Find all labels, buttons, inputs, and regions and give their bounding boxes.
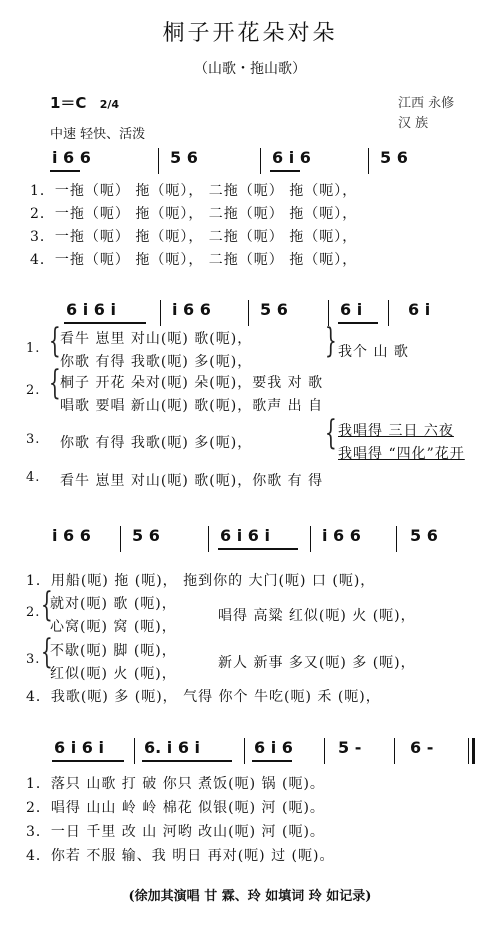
notation-measure: i 6 6 [52,526,91,545]
notation-measure: 6 i 6 [272,148,311,167]
notation-measure: 6. i 6 i [144,738,201,757]
bar-line [248,300,249,326]
notation-measure: 6 i [408,300,431,319]
lyric-line: 2．一拖（呃） 拖（呃）， 二拖（呃） 拖（呃）， [30,206,358,222]
lyric-line: 1．用船(呃) 拖 (呃)， 拖到你的 大门(呃) 口 (呃)， [26,573,376,589]
credit-ethnicity: 汉 族 [398,116,429,131]
notation-measure: i 6 6 [52,148,91,167]
notation-measure: i 6 6 [322,526,361,545]
bar-line [310,526,311,552]
notation-measure: 5 6 [170,148,198,167]
notation-measure: 5 - [338,738,362,757]
lyric-line: 4．你若 不服 输、我 明日 再对(呃) 过 (呃)。 [26,848,335,864]
bar-line [244,738,245,764]
lyric-line: 你歌 有得 我歌(呃) 多(呃)， [60,354,253,370]
notation-measure: 6 i [340,300,363,319]
bar-line [208,526,209,552]
lyric-line: 唱得 高粱 红似(呃) 火 (呃)， [218,608,416,624]
final-bar-line [472,738,475,764]
verse-brace: { [40,585,53,625]
lyric-line: 就对(呃) 歌 (呃)， [50,596,177,612]
lyric-line: 4．我歌(呃) 多 (呃)， 气得 你个 牛吃(呃) 禾 (呃)， [26,689,381,705]
beam [218,548,298,550]
bar-line [120,526,121,552]
beam [52,760,124,762]
notation-measure: 6 i 6 i [66,300,116,319]
notation-measure: 5 6 [380,148,408,167]
notation-measure: 6 - [410,738,434,757]
beam [142,760,232,762]
notation-measure: 6 i 6 [254,738,293,757]
notation-measure: 6 i 6 i [54,738,104,757]
lyric-line: 新人 新事 多又(呃) 多 (呃)， [218,655,416,671]
notation-measure: 5 6 [132,526,160,545]
lyric-line: 看牛 崽里 对山(呃) 歌(呃)，你歌 有 得 [60,473,324,489]
beam [252,760,292,762]
verse-label: 2. [26,605,41,620]
notation-line-3 [48,526,478,552]
verse-brace: { [40,632,53,672]
bar-line [324,738,325,764]
notation-measure: 5 6 [410,526,438,545]
bar-line [396,526,397,552]
lyric-line: 3．一日 千里 改 山 河哟 改山(呃) 河 (呃)。 [26,824,325,840]
bar-line [388,300,389,326]
bar-line [158,148,159,174]
song-title: 桐子开花朵对朵 [162,21,338,46]
credit-region: 江西 永修 [398,96,455,111]
time-signature: 2/4 [99,98,120,111]
lyric-line: 我唱得 三日 六夜 [338,423,454,439]
bar-line [260,148,261,174]
bar-line [160,300,161,326]
lyric-line: 2．唱得 山山 岭 岭 棉花 似银(呃) 河 (呃)。 [26,800,325,816]
verse-label: 3. [26,432,41,447]
beam [50,170,80,172]
lyric-line: 我唱得 “四化”花开 [338,446,465,462]
notation-line-4 [48,738,478,764]
song-subtitle: （山歌・拖山歌） [194,61,306,77]
beam [270,170,300,172]
lyric-line: 桐子 开花 朵对(呃) 朵(呃)，要我 对 歌 [60,375,324,391]
notation-line-1 [48,148,478,174]
key-label: 1＝C [50,94,87,112]
performer-credits: (徐加其演唱 甘 霖、玲 如填词 玲 如记录) [128,889,372,904]
lyric-line: 4．一拖（呃） 拖（呃）， 二拖（呃） 拖（呃）， [30,252,358,268]
verse-label: 2. [26,383,41,398]
bar-line [468,738,469,764]
lyric-line: 1．落只 山歌 打 破 你只 煮饭(呃) 锅 (呃)。 [26,776,325,792]
verse-brace: { [48,363,61,403]
lyric-line: 3．一拖（呃） 拖（呃）， 二拖（呃） 拖（呃）， [30,229,358,245]
notation-measure: 5 6 [260,300,288,319]
notation-line-2 [48,300,478,326]
lyric-line: 你歌 有得 我歌(呃) 多(呃)， [60,435,253,451]
bar-line [368,148,369,174]
lyric-line: 心窝(呃) 窝 (呃)， [50,619,177,635]
lyric-line: 1．一拖（呃） 拖（呃）， 二拖（呃） 拖（呃）， [30,183,358,199]
beam [64,322,146,324]
verse-brace: { [324,413,337,453]
verse-label: 1. [26,341,41,356]
key-signature [50,92,119,113]
notation-measure: i 6 6 [172,300,211,319]
verse-brace: } [324,321,337,361]
lyric-line: 不歇(呃) 脚 (呃)， [50,643,177,659]
lyric-line: 看牛 崽里 对山(呃) 歌(呃)， [60,331,253,347]
bar-line [394,738,395,764]
verse-brace: { [48,321,61,361]
verse-label: 3. [26,652,41,667]
beam [338,322,378,324]
bar-line [134,738,135,764]
verse-label: 4. [26,470,41,485]
lyric-line: 我个 山 歌 [338,344,409,360]
lyric-line: 唱歌 要唱 新山(呃) 歌(呃)，歌声 出 自 [60,398,324,414]
tempo-marking: 中速 轻快、活泼 [50,127,146,142]
notation-measure: 6 i 6 i [220,526,270,545]
lyric-line: 红似(呃) 火 (呃)， [50,666,177,682]
